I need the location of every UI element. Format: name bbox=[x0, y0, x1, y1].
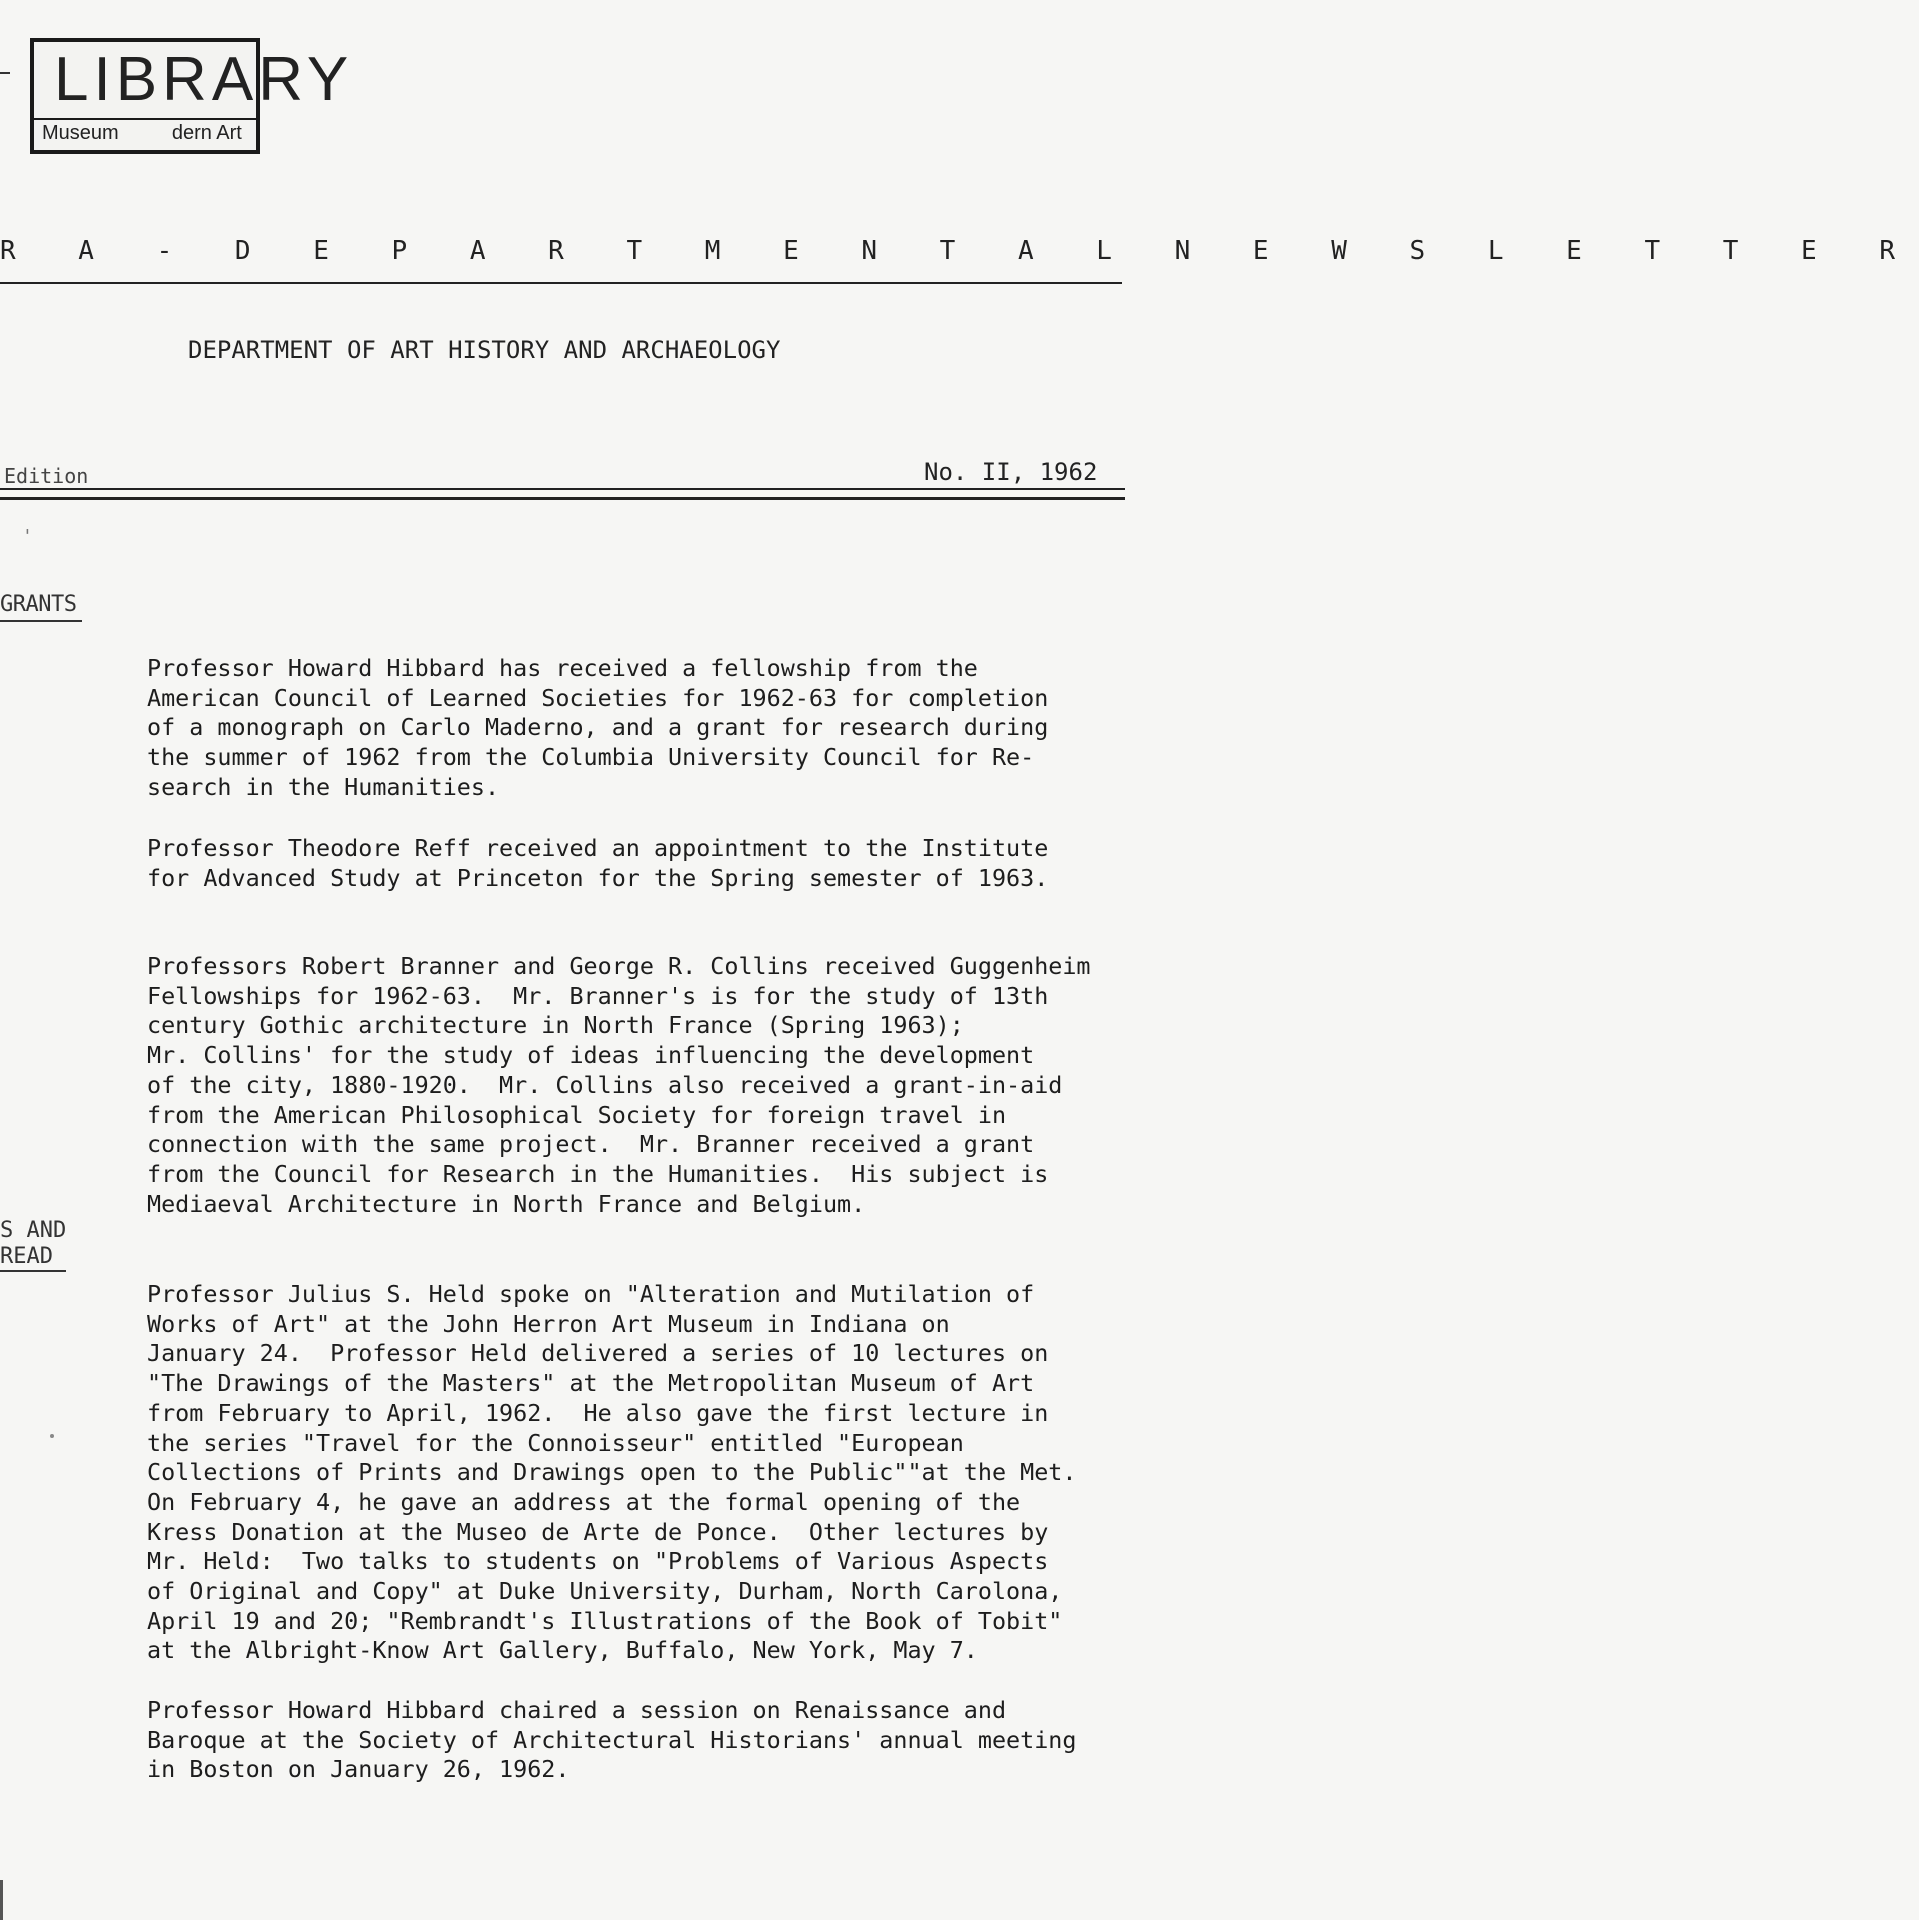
stamp-subtitle bbox=[42, 122, 248, 145]
page-edge-mark bbox=[0, 1880, 3, 1920]
stamp-subtitle-left: Museum bbox=[42, 122, 119, 144]
paragraph-reff-appointment: Professor Theodore Reff received an appointment to the Institute for Advanced Study at Princeton for the Spring semester of 1963. bbox=[147, 834, 1049, 892]
paragraph-held-lectures: Professor Julius S. Held spoke on "Alteration and Mutilation of Works of Art" at the John Herron Art Museum in Indiana on January 24. Professor Held delivered a series of 10 lectures on "The Drawings of the Masters" at the Metropolitan Museum of Art from February to April, 1962. He also gave the first lecture in the series "Travel for the Connoisseur" entitled "European Collections of Prints and Drawings open to the Public""at the Met. On February 4, he gave an address at the formal opening of the Kress Donation at the Museo de Arte de Ponce. Other lectures by Mr. Held: Two talks to students on "Problems of Various Aspects of Original and Copy" at Duke University, Durham, North Carolona, April 19 and 20; "Rembrandt's Illustrations of the Book of Tobit" at the Albright-Know Art Gallery, Buffalo, New York, May 7. bbox=[147, 1280, 1077, 1665]
department-name: DEPARTMENT OF ART HISTORY AND ARCHAEOLOGY bbox=[188, 336, 781, 364]
stamp-subtitle-right: dern Art bbox=[171, 122, 242, 144]
library-stamp bbox=[30, 38, 354, 154]
masthead-rule bbox=[0, 282, 1122, 284]
margin-tick-mark bbox=[0, 72, 10, 74]
section-label-grants: GRANTS bbox=[0, 592, 82, 622]
newsletter-masthead: R A - D E P A R T M E N T A L N E W S L E T T E R bbox=[0, 236, 1919, 266]
header-rule-thick bbox=[0, 497, 1125, 500]
issue-number: No. II, 1962 bbox=[924, 458, 1098, 486]
margin-dot bbox=[50, 1434, 54, 1438]
edition-label: Edition bbox=[4, 464, 89, 488]
paragraph-hibbard-fellowship: Professor Howard Hibbard has received a fellowship from the American Council of Learned Societies for 1962-63 for completion of a monograph on Carlo Maderno, and a grant for research during the summer of 1962 from the Columbia University Council for Re- search in the Humanities. bbox=[147, 654, 1049, 801]
header-rule-thin bbox=[0, 488, 1125, 490]
section-label-talks bbox=[0, 1218, 70, 1272]
paragraph-hibbard-session: Professor Howard Hibbard chaired a session on Renaissance and Baroque at the Society of Architectural Historians' annual meeting in Boston on January 26, 1962. bbox=[147, 1696, 1077, 1784]
paragraph-guggenheim-fellowships: Professors Robert Branner and George R. Collins received Guggenheim Fellowships for 1962-63. Mr. Branner's is for the study of 13th century Gothic architecture in North France (Spring 1963); Mr. Collins' for the study of ideas influencing the development of the city, 1880-1920. Mr. Collins also received a grant-in-aid from the American Philosophical Society for foreign travel in connection with the same project. Mr. Branner received a grant from the Council for Research in the Humanities. His subject is Mediaeval Architecture in North France and Belgium. bbox=[147, 952, 1091, 1218]
stamp-divider bbox=[34, 118, 256, 120]
section-label-talks-line2: READ bbox=[0, 1244, 66, 1272]
stamp-word: LIBRARY bbox=[54, 45, 354, 114]
section-label-talks-line1: S AND bbox=[0, 1218, 67, 1243]
margin-speck: ' bbox=[22, 526, 33, 547]
